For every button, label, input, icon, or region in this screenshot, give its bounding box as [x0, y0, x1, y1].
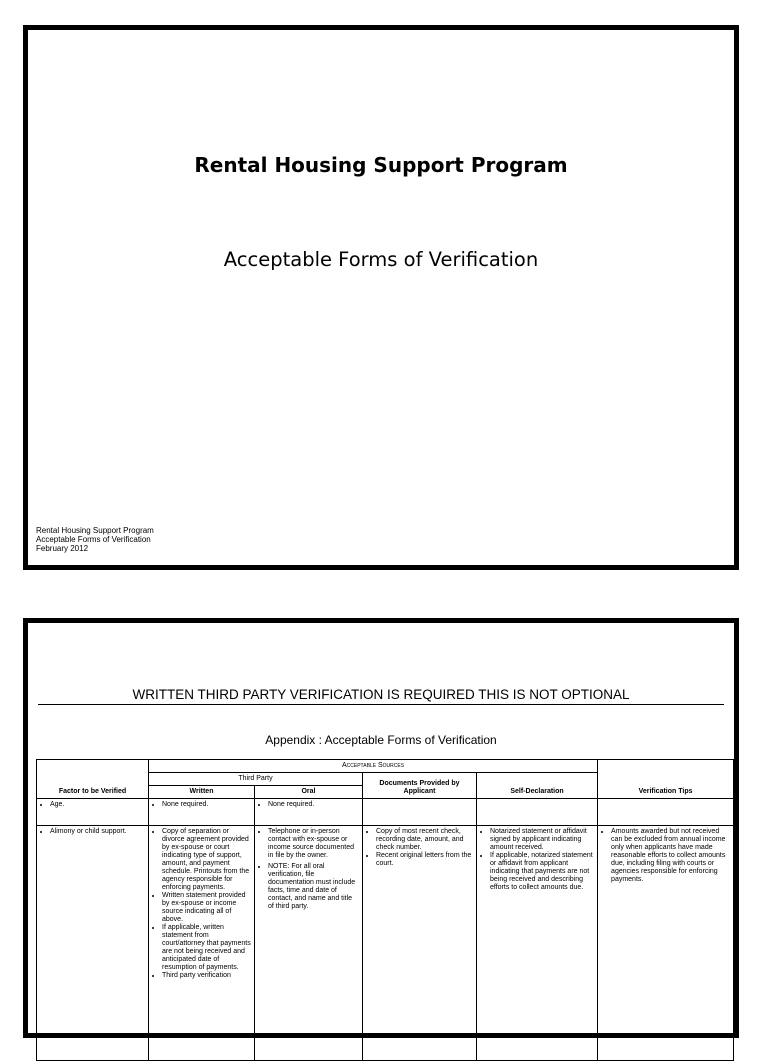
oral-cell	[255, 799, 363, 826]
tips-cell	[598, 799, 734, 826]
header-acceptable-sources: Acceptable Sources	[149, 760, 598, 773]
written-cell	[149, 826, 255, 1061]
footer-line: Acceptable Forms of Verification	[36, 535, 151, 544]
list-item: • Written statement provided by ex-spouse or income source indicating all of above.	[162, 892, 251, 924]
appendix-page	[23, 618, 739, 1038]
list-item: • Copy of most recent check, recording date, amount, and check number.	[376, 828, 473, 852]
list-item: • Third party verification	[162, 972, 251, 980]
verification-notice: WRITTEN THIRD PARTY VERIFICATION IS REQUIRED THIS IS NOT OPTIONAL	[132, 687, 630, 702]
list-item: • If applicable, written statement from court/attorney that payments are not being received and anticipated date of resumption of payments.	[162, 924, 251, 972]
list-item: • Amounts awarded but not received can be excluded from annual income only when applicants have made reasonable efforts to collect amounts due, including filing with courts or agencies responsible for enforcing payments.	[611, 828, 730, 884]
header-third-party: Third Party	[149, 773, 363, 786]
table-row	[37, 799, 734, 826]
list-item: • Telephone or in-person contact with ex-spouse or income source documented in file by the owner.	[268, 828, 359, 860]
document-subtitle: Acceptable Forms of Verification	[223, 248, 539, 271]
factor-cell	[37, 826, 149, 1061]
header-oral: Oral	[255, 786, 363, 799]
header-factor: Factor to be Verified	[37, 760, 149, 799]
self-declaration-cell	[477, 799, 598, 826]
list-item: • NOTE: For all oral verification, file documentation must include facts, time and date of contact, and name and title of third party.	[268, 863, 359, 911]
self-declaration-cell	[477, 826, 598, 1061]
factor-cell	[37, 799, 149, 826]
footer-line: Rental Housing Support Program	[36, 526, 154, 535]
written-cell	[149, 799, 255, 826]
title-page	[23, 25, 739, 570]
appendix-heading: Appendix : Acceptable Forms of Verification	[265, 733, 497, 747]
page-footer	[36, 526, 154, 553]
list-item: • Age.	[50, 801, 145, 809]
footer-line: February 2012	[36, 544, 89, 553]
list-item: • None required.	[162, 801, 251, 809]
list-item: • If applicable, notarized statement or affidavit from applicant indicating that payments are not being received and describing efforts to collect amounts due.	[490, 852, 594, 892]
documents-cell	[363, 826, 477, 1061]
oral-cell	[255, 826, 363, 1061]
list-item: • None required.	[268, 801, 359, 809]
table-row	[37, 826, 734, 1061]
document-title: Rental Housing Support Program	[194, 153, 568, 177]
list-item: • Copy of separation or divorce agreement provided by ex-spouse or court indicating type of support, amount, and payment schedule. Printouts from the agency responsible for enforcing payments.	[162, 828, 251, 892]
header-tips: Verification Tips	[598, 760, 734, 799]
header-self-declaration: Self-Declaration	[477, 773, 598, 799]
documents-cell	[363, 799, 477, 826]
tips-cell	[598, 826, 734, 1061]
list-item: • Notarized statement or affidavit signed by applicant indicating amount received.	[490, 828, 594, 852]
header-written: Written	[149, 786, 255, 799]
list-item: • Alimony or child support.	[50, 828, 145, 836]
header-documents: Documents Provided by Applicant	[363, 773, 477, 799]
verification-table	[36, 759, 734, 1061]
list-item: • Recent original letters from the court.	[376, 852, 473, 868]
divider	[38, 704, 724, 705]
